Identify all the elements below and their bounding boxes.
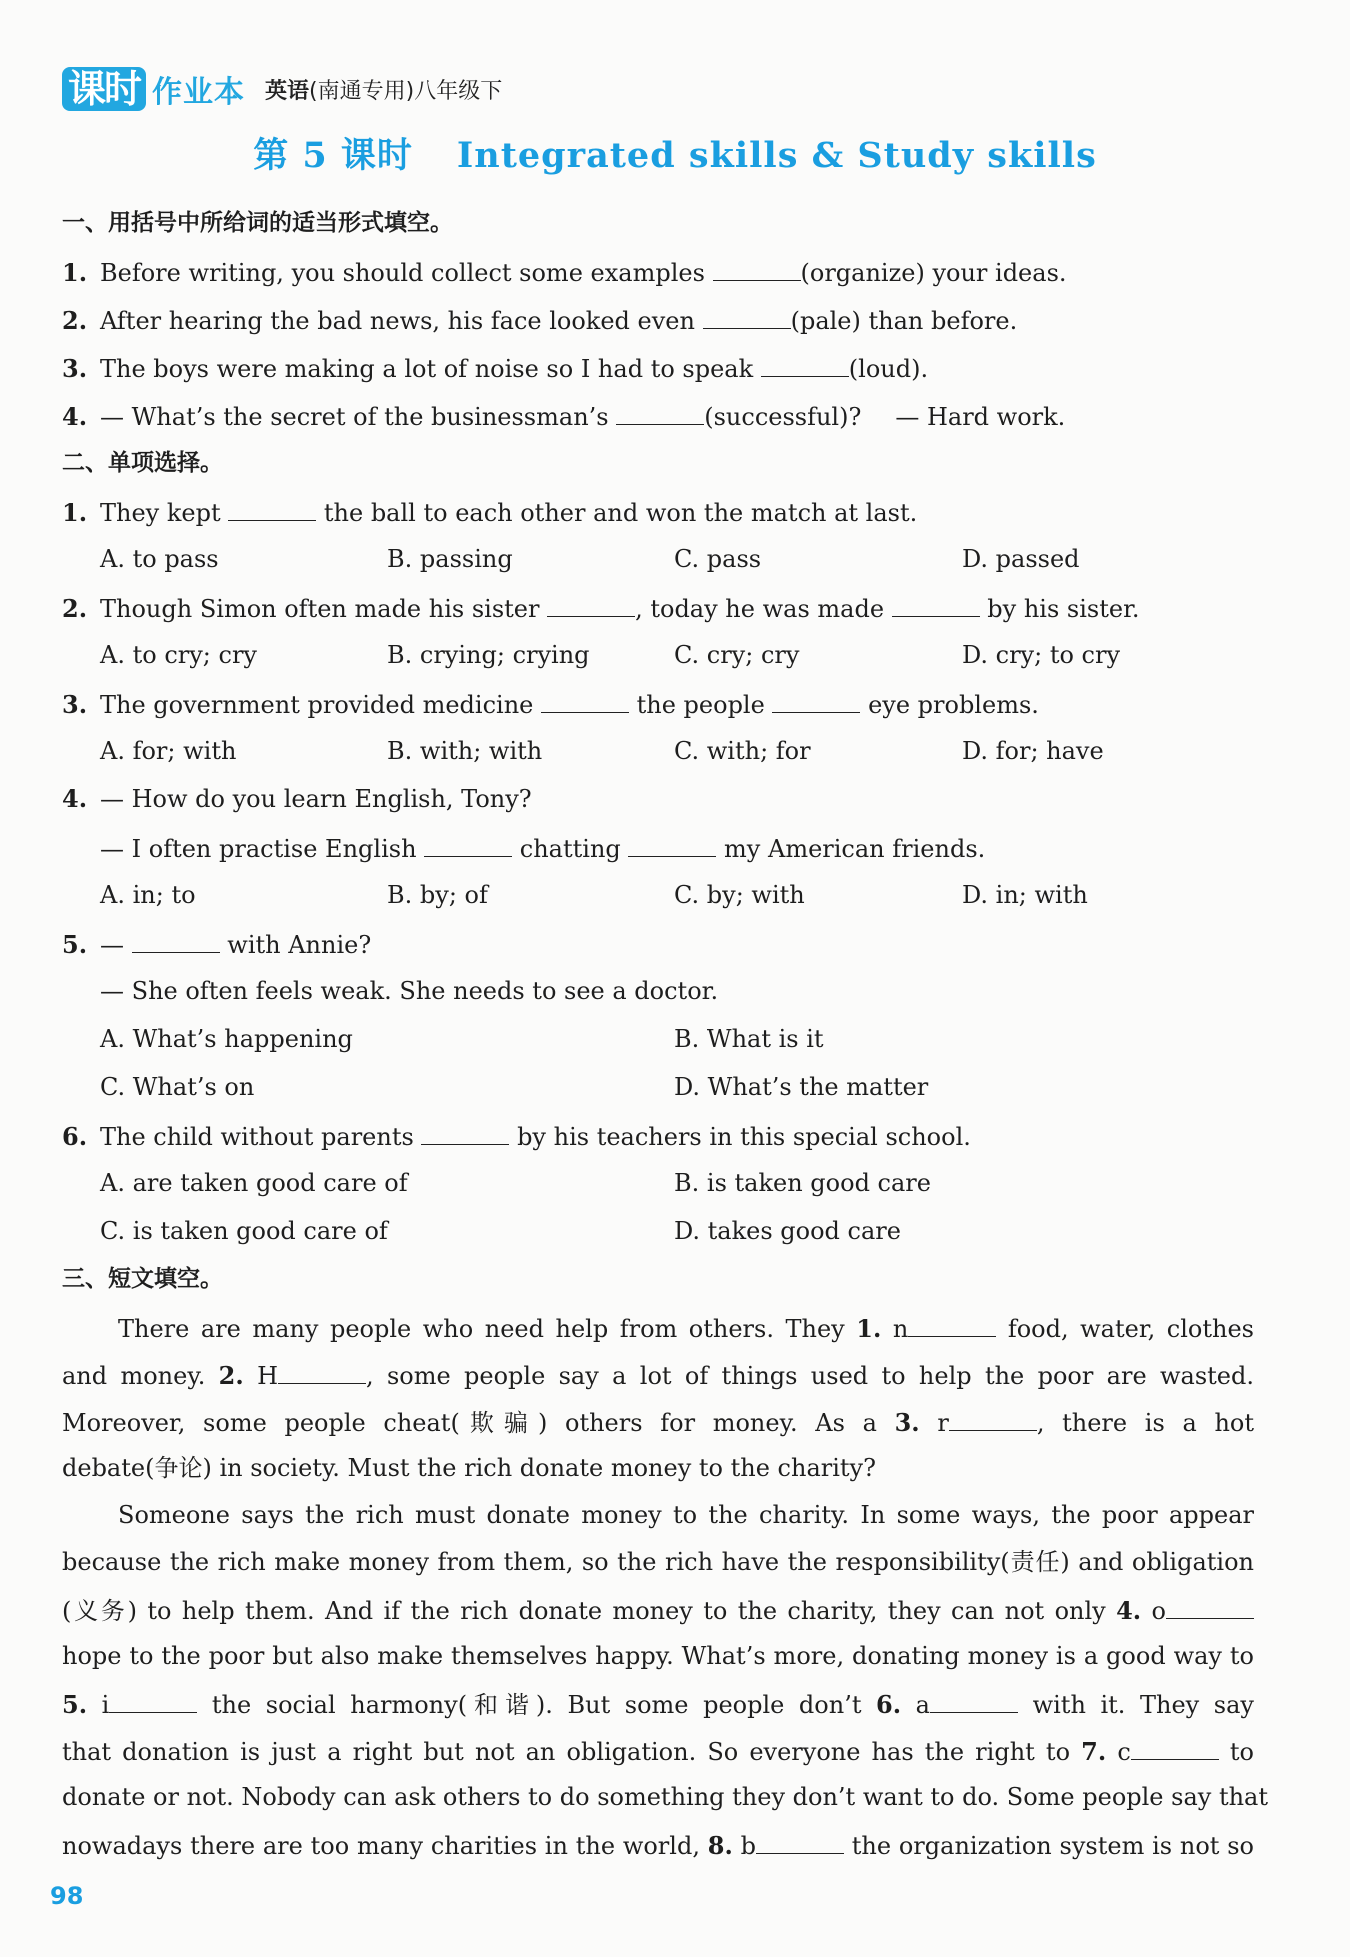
s2-q2: 2. Though Simon often made his sister , today he was made by his sister. — [62, 594, 1140, 623]
answer-blank[interactable] — [424, 832, 512, 857]
s2-q4-option-b[interactable]: B. by; of — [387, 881, 488, 909]
s2-q2-option-b[interactable]: B. crying; crying — [387, 641, 590, 669]
passage-blank-8[interactable] — [756, 1829, 844, 1854]
s2-q6: 6. The child without parents by his teachers in this special school. — [62, 1122, 971, 1151]
answer-blank[interactable] — [713, 256, 801, 281]
s2-q3-option-b[interactable]: B. with; with — [387, 737, 543, 765]
page-title — [0, 128, 1350, 178]
s2-q6-option-b[interactable]: B. is taken good care — [674, 1169, 931, 1197]
answer-blank[interactable] — [772, 688, 860, 713]
passage-blank-7[interactable] — [1131, 1735, 1219, 1760]
section3-heading: 三、短文填空。 — [62, 1266, 223, 1292]
logo-main: 课时 — [62, 67, 146, 111]
passage-blank-1[interactable] — [908, 1312, 996, 1337]
s2-q1: 1. They kept the ball to each other and won the match at last. — [62, 498, 918, 527]
answer-blank[interactable] — [421, 1120, 509, 1145]
passage-line: and money. 2. H , some people say a lot of things used to help the poor are wasted. — [62, 1361, 1254, 1390]
s2-q5-option-c[interactable]: C. What’s on — [100, 1073, 255, 1101]
s2-q4-line2: — I often practise English chatting my American friends. — [100, 832, 985, 864]
section1-heading: 一、用括号中所给词的适当形式填空。 — [62, 210, 453, 236]
passage-line: debate(争论) in society. Must the rich donate money to the charity? — [62, 1454, 876, 1482]
passage-blank-3[interactable] — [949, 1406, 1037, 1431]
passage-line: 5. i the social harmony(和谐). But some people don’t 6. a with it. They say — [62, 1690, 1254, 1719]
s2-q2-option-c[interactable]: C. cry; cry — [674, 641, 800, 669]
s2-q3-option-d[interactable]: D. for; have — [962, 737, 1104, 765]
passage-line: hope to the poor but also make themselves happy. What’s more, donating money is a good way to — [62, 1642, 1254, 1670]
answer-blank[interactable] — [228, 496, 316, 521]
s2-q4-line1: 4. — How do you learn English, Tony? — [62, 784, 532, 813]
s2-q1-option-c[interactable]: C. pass — [674, 545, 762, 573]
subject-label: 英语(南通专用)八年级下 — [265, 78, 503, 104]
s1-item-4: 4. — What’s the secret of the businessman’s (successful)? — Hard work. — [62, 402, 1066, 431]
s2-q5-option-a[interactable]: A. What’s happening — [100, 1025, 353, 1053]
passage-blank-6[interactable] — [930, 1688, 1018, 1713]
answer-blank[interactable] — [628, 832, 716, 857]
s2-q5-option-b[interactable]: B. What is it — [674, 1025, 824, 1053]
answer-blank[interactable] — [547, 592, 635, 617]
s1-item-1: 1. Before writing, you should collect some examples (organize) your ideas. — [62, 258, 1067, 287]
s2-q3: 3. The government provided medicine the people eye problems. — [62, 690, 1039, 719]
s2-q6-option-c[interactable]: C. is taken good care of — [100, 1217, 388, 1245]
passage-line: that donation is just a right but not an obligation. So everyone has the right to 7. c to — [62, 1737, 1254, 1766]
s2-q5-option-d[interactable]: D. What’s the matter — [674, 1073, 929, 1101]
passage-line: Someone says the rich must donate money to the charity. In some ways, the poor appear — [118, 1501, 1254, 1529]
lesson-topic: Integrated skills & Study skills — [456, 135, 1097, 176]
workbook-logo — [62, 67, 245, 111]
s2-q2-option-a[interactable]: A. to cry; cry — [100, 641, 257, 669]
answer-blank[interactable] — [616, 400, 704, 425]
s2-q3-option-c[interactable]: C. with; for — [674, 737, 811, 765]
s2-q6-option-a[interactable]: A. are taken good care of — [100, 1169, 408, 1197]
s2-q2-option-d[interactable]: D. cry; to cry — [962, 641, 1121, 669]
s2-q3-option-a[interactable]: A. for; with — [100, 737, 237, 765]
section2-heading: 二、单项选择。 — [62, 450, 223, 476]
s2-q4-option-a[interactable]: A. in; to — [100, 881, 196, 909]
passage-line: Moreover, some people cheat(欺骗) others for money. As a 3. r , there is a hot — [62, 1408, 1254, 1437]
passage-blank-4[interactable] — [1166, 1594, 1254, 1619]
answer-blank[interactable] — [761, 352, 849, 377]
s2-q6-option-d[interactable]: D. takes good care — [674, 1217, 901, 1245]
passage-blank-2[interactable] — [278, 1359, 366, 1384]
passage-blank-5[interactable] — [109, 1688, 197, 1713]
answer-blank[interactable] — [132, 928, 220, 953]
logo-sub: 作业本 — [152, 75, 246, 110]
s2-q5-line1: 5. — with Annie? — [62, 930, 372, 959]
passage-line: (义务) to help them. And if the rich donate money to the charity, they can not only 4. o — [62, 1594, 1254, 1626]
lesson-number: 第 5 课时 — [253, 135, 413, 176]
passage-line: because the rich make money from them, so the rich have the responsibility(责任) and obligation — [62, 1548, 1254, 1576]
answer-blank[interactable] — [541, 688, 629, 713]
s2-q1-option-b[interactable]: B. passing — [387, 545, 513, 573]
s1-item-3: 3. The boys were making a lot of noise so I had to speak (loud). — [62, 354, 929, 383]
s2-q4-option-d[interactable]: D. in; with — [962, 881, 1088, 909]
s2-q1-option-a[interactable]: A. to pass — [100, 545, 219, 573]
passage-line: nowadays there are too many charities in the world, 8. b the organization system is not so — [62, 1831, 1255, 1860]
s2-q4-option-c[interactable]: C. by; with — [674, 881, 805, 909]
s2-q5-line2: — She often feels weak. She needs to see a doctor. — [100, 977, 719, 1005]
s2-q1-option-d[interactable]: D. passed — [962, 545, 1080, 573]
page-number: 98 — [50, 1882, 84, 1910]
s1-item-2: 2. After hearing the bad news, his face looked even (pale) than before. — [62, 306, 1018, 335]
passage-line: donate or not. Nobody can ask others to do something they don’t want to do. Some people say that — [62, 1783, 1268, 1811]
page-header — [62, 66, 502, 112]
answer-blank[interactable] — [892, 592, 980, 617]
answer-blank[interactable] — [703, 304, 791, 329]
passage-line: There are many people who need help from others. They 1. n food, water, clothes — [118, 1314, 1254, 1343]
